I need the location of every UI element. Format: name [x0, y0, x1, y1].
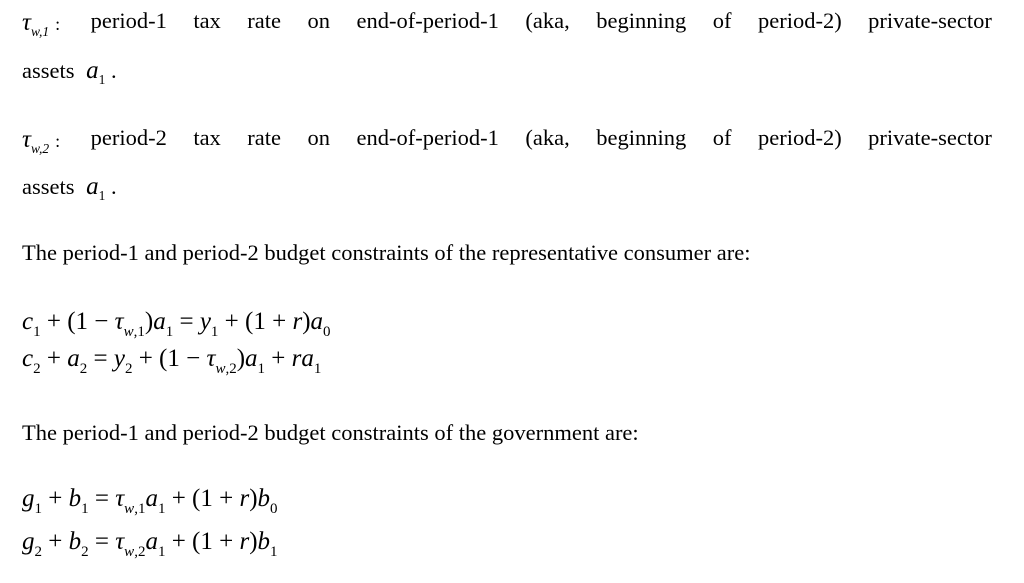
word: tax — [193, 8, 221, 33]
word: period-2) — [757, 125, 842, 150]
word: rate — [247, 8, 282, 33]
word: private-sector — [868, 125, 992, 150]
word: rate — [247, 125, 282, 150]
word: end-of-period-1 — [356, 8, 499, 33]
word: beginning — [596, 8, 687, 33]
government-period-1-equation: $g_1 + b_1 = \tau_{w,1}a_1 + (1 + r)b_0$ — [22, 485, 278, 517]
word: end-of-period-1 — [356, 125, 499, 150]
word: assets — [22, 58, 75, 83]
government-intro: The period-1 and period-2 budget constraints of the government are: — [22, 420, 639, 445]
asset-symbol: a — [86, 57, 99, 84]
word: period-2 — [90, 125, 167, 150]
period: . — [111, 58, 117, 83]
government-period-2-equation: $g_2 + b_2 = \tau_{w,2}a_1 + (1 + r)b_1$ — [22, 528, 278, 560]
word: private-sector — [868, 8, 992, 33]
period: . — [111, 174, 117, 199]
asset-subscript: 1 — [98, 188, 106, 204]
word: beginning — [596, 125, 687, 150]
asset-subscript: 1 — [98, 72, 106, 88]
consumer-period-2-equation: $c_2 + a_2 = y_2 + (1 - \tau_{w,2})a_1 + ra_1$ — [22, 345, 322, 377]
asset-symbol: a — [86, 173, 99, 200]
consumer-intro: The period-1 and period-2 budget constraints of the representative consumer are: — [22, 240, 751, 265]
tau-w1-symbol: $\tau_{w,1}$ : — [22, 9, 61, 40]
tau-w1-definition-line-1 — [22, 10, 992, 39]
word: period-2) — [757, 8, 842, 33]
word: tax — [193, 125, 221, 150]
word: of — [712, 8, 732, 33]
tau-w2-symbol: $\tau_{w,2}$ : — [22, 126, 61, 157]
word: on — [307, 8, 330, 33]
word: of — [712, 125, 732, 150]
word: period-1 — [90, 8, 167, 33]
word: assets — [22, 174, 75, 199]
word: (aka, — [525, 125, 570, 150]
tau-w2-definition-line-2 — [22, 174, 117, 203]
word: (aka, — [525, 8, 570, 33]
tau-w2-definition-line-1 — [22, 127, 992, 156]
word: on — [307, 125, 330, 150]
consumer-period-1-equation: $c_1 + (1 - \tau_{w,1})a_1 = y_1 + (1 + r)a_0$ — [22, 308, 331, 340]
tau-w1-definition-line-2 — [22, 58, 117, 87]
